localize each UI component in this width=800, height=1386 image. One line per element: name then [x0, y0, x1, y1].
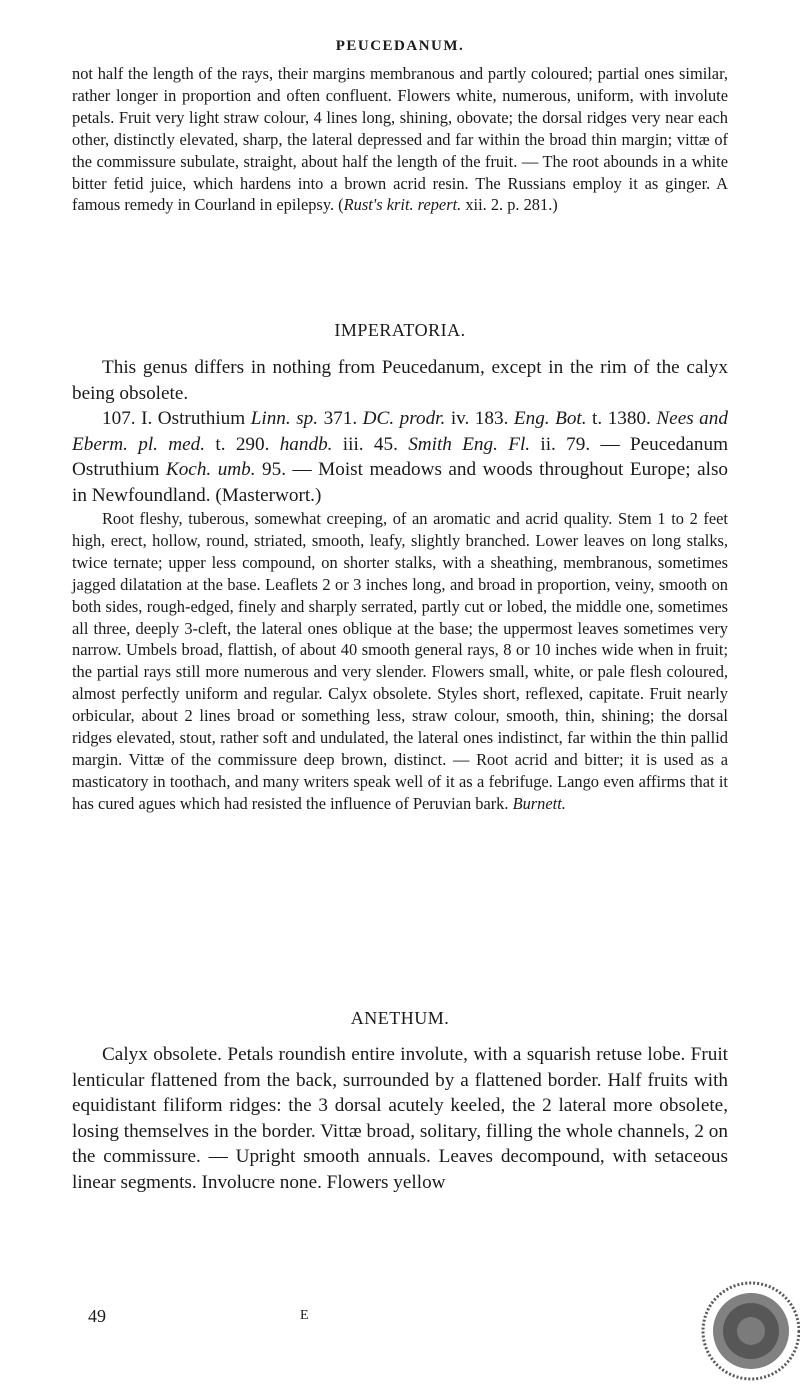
running-head: PEUCEDANUM. — [335, 38, 465, 54]
imperatoria-block — [72, 355, 728, 815]
intro-text: not half the length of the rays, their margins membranous and partly coloured; partial ones similar, rather longer in proportion and often confluent. Flowers white, numerous, uniform, with involute petals. Fruit very light straw colour, 4 lines long, shining, obovate; the dorsal ridges very near each other, distinctly elevated, sharp, the lateral depressed and far within the broad thin margin; vittæ of the commissure subulate, straight, about half the length of the fruit. — The root abounds in a white bitter fetid juice, which hardens into a brown acrid resin. The Russians employ it as ginger. A famous remedy in Courland in epilepsy. ( — [72, 64, 728, 215]
intro-block — [72, 63, 728, 216]
description-text: Root fleshy, tuberous, somewhat creeping, of an aromatic and acrid quality. Stem 1 to 2 feet high, erect, hollow, round, striated, smooth, leafy, slightly branched. Lower leaves on long stalks, twice ternate; upper less compound, on shorter stalks, with a sheathing, membranous, sometimes jagged dilatation at the base. Leaflets 2 or 3 inches long, and broad in proportion, veiny, smooth on both sides, rough-edged, finely and sharply serrated, partly cut or lobed, the middle one, sometimes all three, deeply 3-cleft, the lateral ones oblique at the base; the uppermost leaves sometimes very narrow. Umbels broad, flattish, of about 40 smooth general rays, 8 or 10 inches wide when in fruit; the partial rays still more numerous and very slender. Flowers small, white, or pale flesh coloured, almost perfectly uniform and regular. Calyx obsolete. Styles short, reflexed, capitate. Fruit nearly orbicular, about 2 lines broad or something less, straw colour, smooth, thin, shining; the dorsal ridges elevated, stout, rather soft and undulated, the lateral ones indistinct, far within the thin pallid margin. Vittæ of the commissure deep brown, distinct. — Root acrid and bitter; it is used as a masticatory in toothach, and many writers speak well of it as a febrifuge. Lango even affirms that it has cured agues which had resisted the influence of Peruvian bark. — [72, 509, 728, 813]
genus-heading-imperatoria: IMPERATORIA. — [334, 320, 466, 340]
genus-description-anethum: Calyx obsolete. Petals roundish entire involute, with a squarish retuse lobe. Fruit lenticular flattened from the back, surrounded by a flattened border. Half fruits with equidistant filiform ridges: the 3 dorsal acutely keeled, the 2 lateral more obsolete, losing themselves in the border. Vittæ broad, solitary, filling the whole channels, 2 on the commissure. — Upright smooth annuals. Leaves decompound, with setaceous linear segments. Involucre none. Flowers yellow — [72, 1044, 728, 1193]
signature-mark: E — [300, 1308, 310, 1323]
description-citation: Burnett. — [512, 793, 566, 813]
intro-paragraph — [72, 63, 728, 216]
genus-heading-anethum: ANETHUM. — [350, 1008, 450, 1028]
species-entry-107: 107. I. Ostruthium Linn. sp. 371. DC. prodr. iv. 183. Eng. Bot. t. 1380. Nees and Eberm. pl. med. t. 290. handb. iii. 45. Smith Eng. Fl. ii. 79. — Peucedanum Ostruthium Koch. umb. 95. — Moist meadows and woods throughout Europe; also in Newfoundland. (Masterwort.) — [72, 408, 729, 506]
genus-description-imperatoria: This genus differs in nothing from Peucedanum, except in the rim of the calyx being obsolete. — [72, 357, 728, 404]
intro-text-end: xii. 2. p. 281.) — [461, 195, 558, 215]
folio-number: 49 — [88, 1306, 106, 1326]
species-description-107 — [72, 508, 728, 815]
library-stamp-icon — [696, 1276, 800, 1386]
intro-citation: Rust's krit. repert. — [343, 195, 462, 215]
anethum-block — [72, 1042, 728, 1195]
